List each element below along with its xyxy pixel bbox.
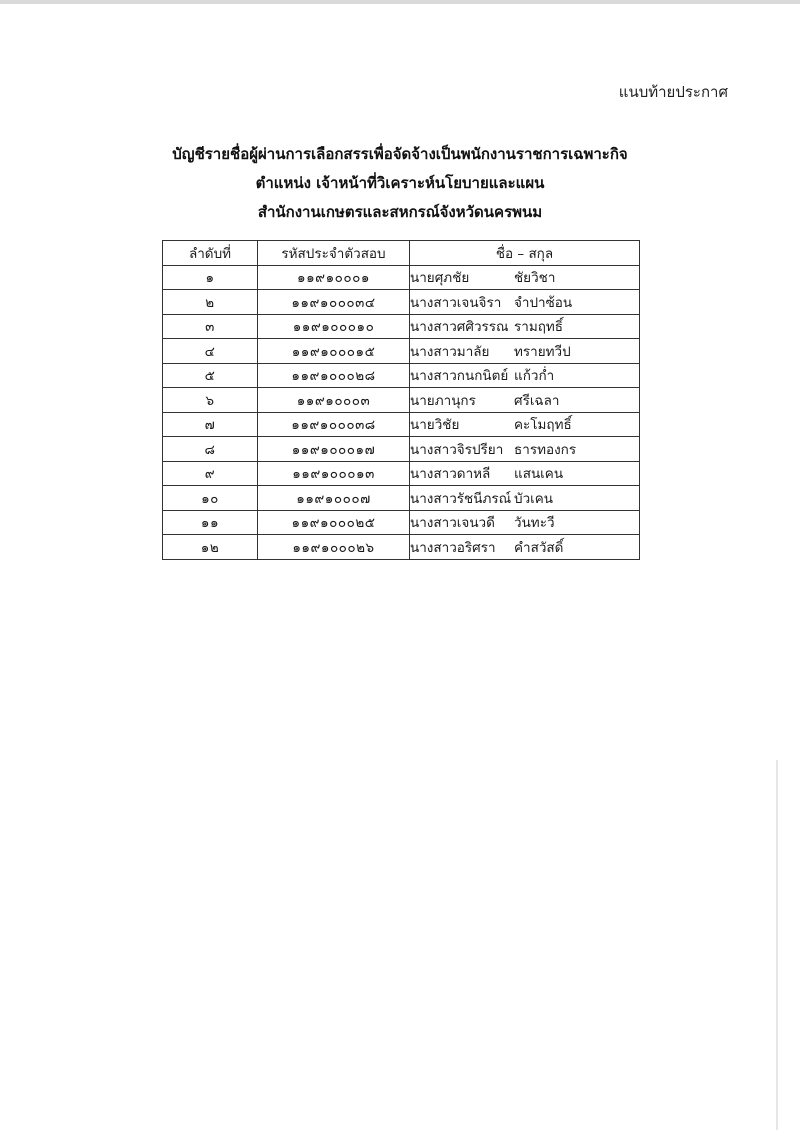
family-name: วันทะวี	[514, 515, 555, 532]
family-name: บัวเคน	[514, 490, 554, 507]
cell-full-name	[410, 290, 640, 315]
family-name: แสนเคน	[514, 466, 564, 483]
cell-rank: ๙	[163, 461, 258, 486]
family-name: ธารทองกร	[514, 441, 577, 458]
family-name: ชัยวิชา	[514, 270, 556, 287]
family-name: แก้วก่ำ	[514, 368, 555, 385]
cell-exam-code: ๑๑๙๑๐๐๐๑๐	[258, 314, 410, 339]
table-row	[163, 265, 640, 290]
cell-rank: ๘	[163, 437, 258, 462]
header-full-name: ชื่อ – สกุล	[410, 241, 640, 266]
given-name: นายศุภชัย	[410, 270, 470, 287]
given-name: นายวิชัย	[410, 417, 460, 434]
cell-full-name	[410, 461, 640, 486]
attachment-label: แนบท้ายประกาศ	[618, 83, 728, 101]
given-name: นางสาวเจนจิรา	[410, 294, 502, 311]
table-row	[163, 486, 640, 511]
given-name: นางสาวกนกนิตย์	[410, 368, 509, 385]
title-line-2: ตำแหน่ง เจ้าหน้าที่วิเคราะห์นโยบายและแผน	[255, 174, 545, 192]
family-name: คำสวัสดิ์	[514, 539, 564, 556]
table-row	[163, 388, 640, 413]
cell-rank: ๑	[163, 265, 258, 290]
cell-full-name	[410, 535, 640, 560]
header-rank: ลำดับที่	[163, 241, 258, 266]
table-row	[163, 535, 640, 560]
document-title	[0, 140, 800, 227]
family-name: ทรายทวีป	[514, 343, 571, 360]
cell-exam-code: ๑๑๙๑๐๐๐๒๕	[258, 510, 410, 535]
given-name: นางสาวศศิวรรณ	[410, 319, 509, 336]
title-line-3: สำนักงานเกษตรและสหกรณ์จังหวัดนครพนม	[257, 203, 543, 221]
header-exam-code: รหัสประจำตัวสอบ	[258, 241, 410, 266]
cell-rank: ๗	[163, 412, 258, 437]
cell-full-name	[410, 412, 640, 437]
cell-exam-code: ๑๑๙๑๐๐๐๒๘	[258, 363, 410, 388]
table-row	[163, 461, 640, 486]
table-row	[163, 510, 640, 535]
cell-exam-code: ๑๑๙๑๐๐๐๑๓	[258, 461, 410, 486]
family-name: จำปาซ้อน	[514, 294, 573, 311]
scan-edge-right	[776, 760, 778, 1130]
given-name: นางสาวเจนวดี	[410, 515, 495, 532]
family-name: คะโมฤทธิ์	[514, 417, 572, 434]
table-row	[163, 314, 640, 339]
cell-rank: ๑๑	[163, 510, 258, 535]
cell-full-name	[410, 363, 640, 388]
title-line-1: บัญชีรายชื่อผู้ผ่านการเลือกสรรเพื่อจัดจ้างเป็นพนักงานราชการเฉพาะกิจ	[172, 145, 628, 163]
cell-exam-code: ๑๑๙๑๐๐๐๓๔	[258, 290, 410, 315]
table-row	[163, 437, 640, 462]
table-row	[163, 339, 640, 364]
candidate-table	[162, 240, 640, 560]
given-name: นางสาวอริศรา	[410, 539, 496, 556]
cell-rank: ๖	[163, 388, 258, 413]
cell-full-name	[410, 339, 640, 364]
cell-full-name	[410, 388, 640, 413]
cell-exam-code: ๑๑๙๑๐๐๐๓๘	[258, 412, 410, 437]
table-header-row	[163, 241, 640, 266]
cell-exam-code: ๑๑๙๑๐๐๐๑๕	[258, 339, 410, 364]
table-row	[163, 412, 640, 437]
given-name: นายภานุกร	[410, 392, 476, 409]
cell-full-name	[410, 486, 640, 511]
cell-exam-code: ๑๑๙๑๐๐๐๑	[258, 265, 410, 290]
given-name: นางสาวรัชนีภรณ์	[410, 490, 512, 507]
given-name: นางสาวจิรปรียา	[410, 441, 504, 458]
cell-rank: ๒	[163, 290, 258, 315]
cell-rank: ๕	[163, 363, 258, 388]
cell-full-name	[410, 265, 640, 290]
cell-exam-code: ๑๑๙๑๐๐๐๒๖	[258, 535, 410, 560]
given-name: นางสาวดาหลี	[410, 466, 491, 483]
table-body	[163, 265, 640, 559]
family-name: ศรีเฉลา	[514, 392, 560, 409]
cell-full-name	[410, 510, 640, 535]
cell-exam-code: ๑๑๙๑๐๐๐๓	[258, 388, 410, 413]
cell-rank: ๑๒	[163, 535, 258, 560]
family-name: รามฤทธิ์	[514, 319, 564, 336]
cell-full-name	[410, 314, 640, 339]
cell-rank: ๔	[163, 339, 258, 364]
table-row	[163, 290, 640, 315]
cell-rank: ๑๐	[163, 486, 258, 511]
given-name: นางสาวมาลัย	[410, 343, 490, 360]
cell-exam-code: ๑๑๙๑๐๐๐๑๗	[258, 437, 410, 462]
scan-edge-top	[0, 0, 800, 4]
cell-full-name	[410, 437, 640, 462]
table-row	[163, 363, 640, 388]
cell-rank: ๓	[163, 314, 258, 339]
cell-exam-code: ๑๑๙๑๐๐๐๗	[258, 486, 410, 511]
